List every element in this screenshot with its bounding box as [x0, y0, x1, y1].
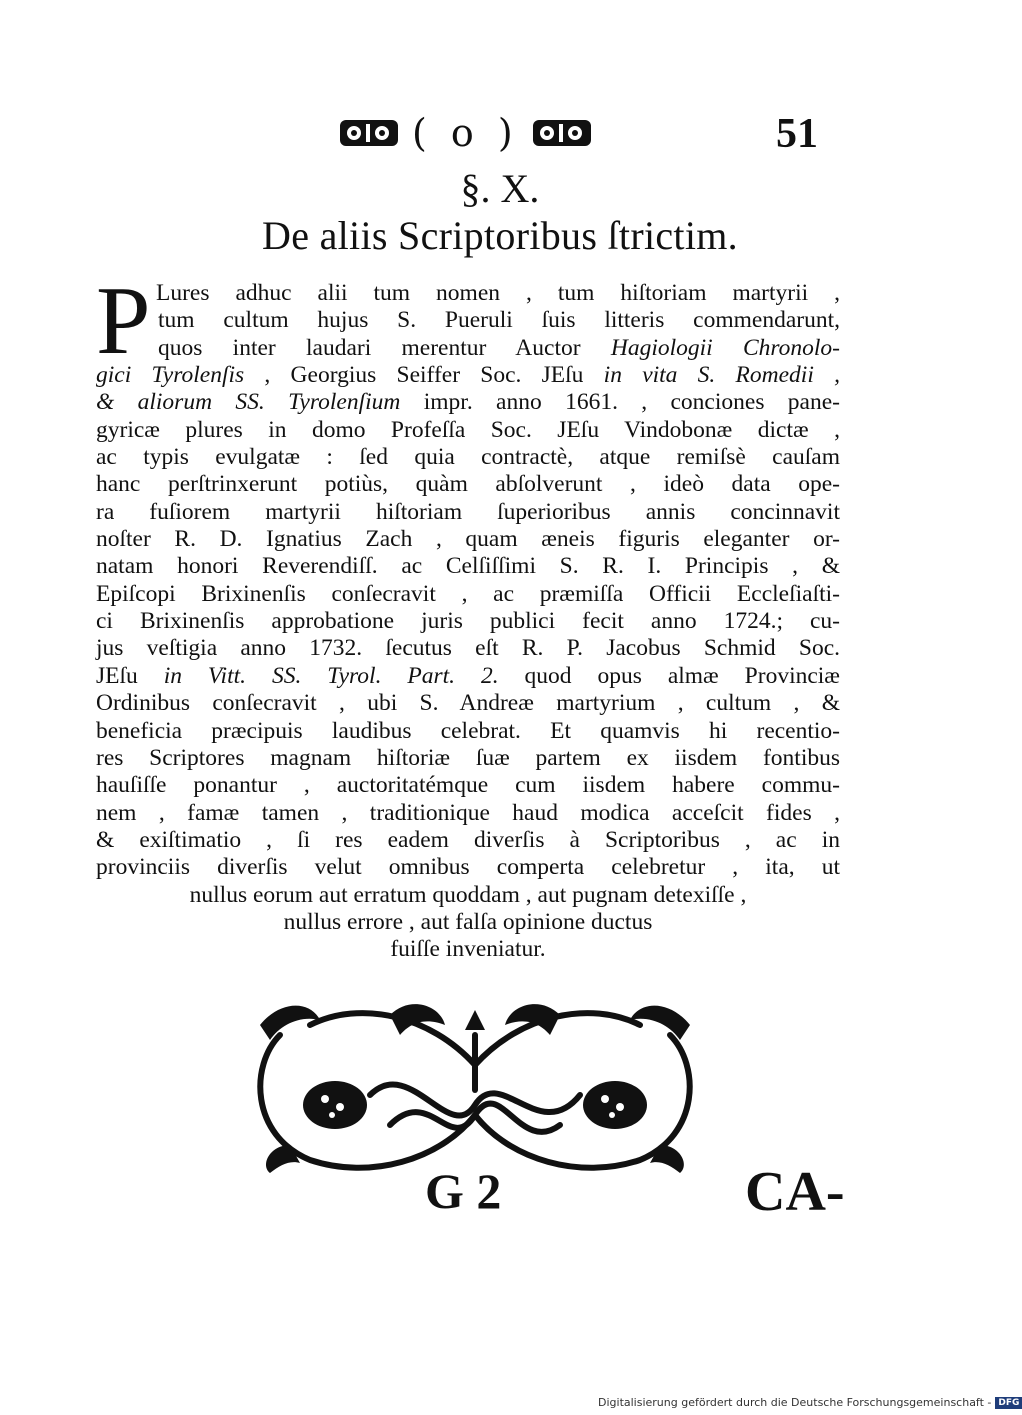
text-line: res Scriptores magnam hiſtoriæ ſuæ partem ex iisdem fontibus — [96, 744, 840, 771]
text-line: Lures adhuc alii tum nomen , tum hiſtoriam martyrii , — [156, 280, 840, 306]
drop-cap: P — [96, 267, 151, 375]
body-text — [96, 267, 841, 964]
running-head-mark: ( o ) — [412, 111, 519, 155]
text-line: gici Tyrolenſis , Georgius Seiffer Soc. JEſu in vita S. Romedii , — [96, 362, 840, 389]
text-line: natam honori Reverendiſſ. ac Celſiſſimi S. R. I. Principis , & — [96, 553, 840, 580]
text-line: ac typis evulgatæ : ſed quia contractè, atque remiſsè cauſam — [96, 444, 840, 471]
text-line: noſter R. D. Ignatius Zach , quam æneis figuris eleganter or- — [96, 526, 840, 553]
text-line: & exiſtimatio , ſi res eadem diverſis à Scriptoribus , ac in — [96, 826, 840, 853]
text-line: nullus eorum aut erratum quoddam , aut pugnam detexiſſe , — [189, 881, 747, 908]
text-line: & aliorum SS. Tyrolenſium impr. anno 1661. , conciones pane- — [96, 389, 840, 416]
text-line: Epiſcopi Brixinenſis conſecravit , ac præmiſſa Officii Eccleſiaſti- — [96, 580, 840, 607]
text-line: jus veſtigia anno 1732. ſecutus eſt R. P. Jacobus Schmid Soc. — [96, 635, 840, 662]
tailpiece-ornament-icon — [240, 995, 710, 1175]
text-line: nullus errore , aut falſa opinione ductus — [283, 908, 653, 935]
text-line: nem , famæ tamen , traditionique haud modica acceſcit fides , — [96, 799, 840, 826]
footer-credit-text: Digitalisierung gefördert durch die Deutsche Forschungsgemeinschaft - — [598, 1396, 992, 1409]
section-title: De aliis Scriptoribus ſtrictim. — [262, 213, 738, 258]
text-line: tum cultum hujus S. Pueruli ſuis litteris commendarunt, — [158, 307, 840, 334]
ornament-left-icon — [338, 116, 400, 150]
text-line: fuiſſe inveniatur. — [390, 936, 546, 963]
text-line: JEſu in Vitt. SS. Tyrol. Part. 2. quod opus almæ Provinciæ — [96, 662, 840, 689]
text-line: provinciis diverſis velut omnibus comperta celebretur , ita, ut — [96, 854, 840, 881]
catchword: CA- — [745, 1161, 845, 1223]
signature-mark: G 2 — [425, 1163, 502, 1219]
dfg-logo-icon: DFG — [995, 1397, 1022, 1409]
ornament-right-icon — [531, 116, 593, 150]
text-line: ra fuſiorem martyrii hiſtoriam ſuperioribus annis concinnavit — [96, 498, 840, 525]
section-number: §. X. — [460, 166, 540, 211]
text-line: Ordinibus conſecravit , ubi S. Andreæ martyrium , cultum , & — [96, 690, 840, 717]
text-line: hauſiſſe ponantur , auctoritatémque cum iisdem habere commu- — [96, 772, 840, 799]
text-line: quos inter laudari merentur Auctor Hagiologii Chronolo- — [158, 334, 841, 361]
text-line: beneficia præcipuis laudibus celebrat. Et quamvis hi recentio- — [96, 717, 840, 744]
text-line: ci Brixinenſis approbatione juris publici fecit anno 1724.; cu- — [96, 608, 840, 635]
text-line: hanc perſtrinxerunt potiùs, quàm abſolverunt , ideò data ope- — [96, 471, 840, 498]
text-line: gyricæ plures in domo Profeſſa Soc. JEſu Vindobonæ dictæ , — [96, 416, 840, 443]
footer-credit — [598, 1396, 1022, 1409]
running-head — [338, 108, 608, 158]
page-number: 51 — [776, 111, 818, 157]
